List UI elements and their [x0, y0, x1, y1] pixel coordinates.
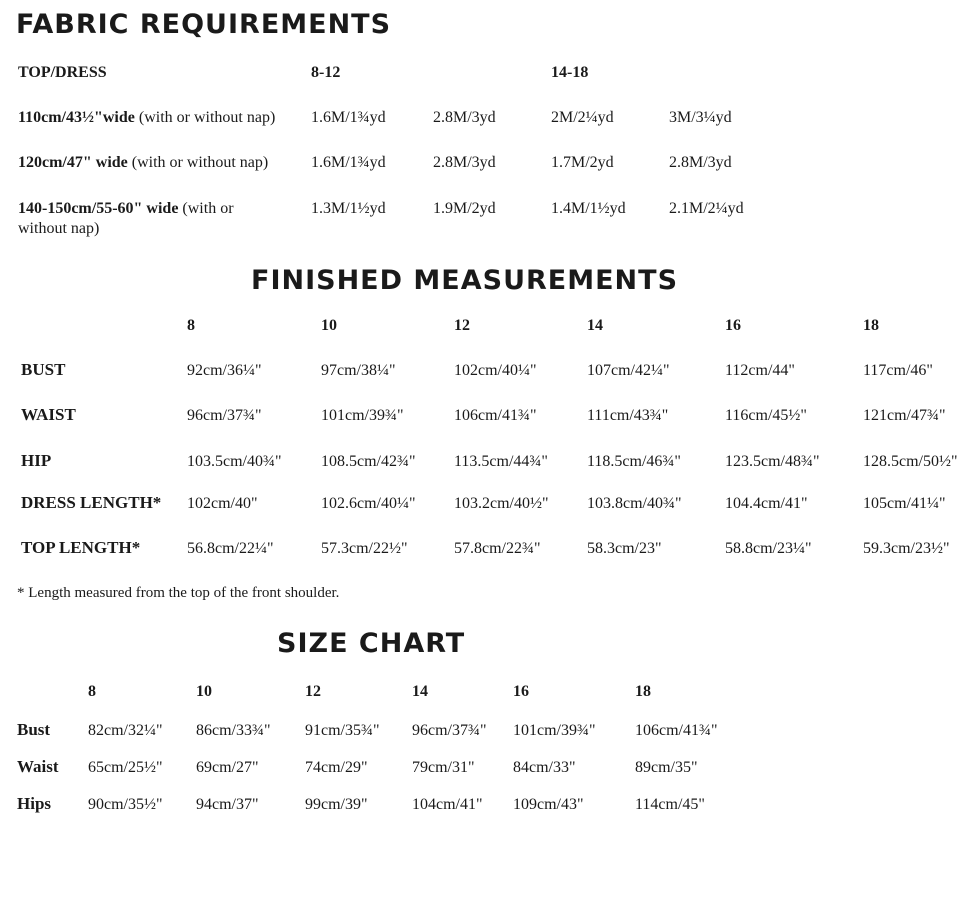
size-chart-cell: 86cm/33¾"	[196, 722, 271, 739]
finished-cell: 58.3cm/23"	[587, 540, 662, 557]
finished-row-label: TOP LENGTH*	[21, 538, 141, 557]
fabric-cell: 1.7M/2yd	[551, 154, 614, 171]
size-chart-cell: 74cm/29"	[305, 759, 368, 776]
finished-row-label: WAIST	[21, 405, 76, 424]
fabric-row-label: 140-150cm/55-60" wide (with or without nap)	[18, 200, 234, 237]
finished-size-header: 14	[587, 317, 603, 334]
fabric-row-label: 120cm/47" wide (with or without nap)	[18, 154, 269, 171]
finished-row-label: DRESS LENGTH*	[21, 493, 162, 512]
finished-cell: 113.5cm/44¾"	[454, 453, 548, 470]
fabric-cell: 2.8M/3yd	[433, 154, 496, 171]
size-chart-size-header: 10	[196, 683, 212, 700]
finished-cell: 101cm/39¾"	[321, 407, 404, 424]
finished-cell: 102.6cm/40¼"	[321, 495, 416, 512]
finished-row-label: HIP	[21, 451, 52, 470]
size-chart-heading: SIZE CHART	[277, 628, 466, 659]
finished-measurements-heading: FINISHED MEASUREMENTS	[251, 265, 679, 296]
fabric-header-size-14-18: 14-18	[551, 64, 589, 81]
size-chart-size-header: 12	[305, 683, 321, 700]
fabric-header-size-8-12: 8-12	[311, 64, 341, 81]
finished-cell: 123.5cm/48¾"	[725, 453, 820, 470]
finished-cell: 96cm/37¾"	[187, 407, 262, 424]
fabric-header-label: TOP/DRESS	[18, 64, 107, 81]
fabric-cell: 1.4M/1½yd	[551, 200, 626, 217]
finished-cell: 103.2cm/40½"	[454, 495, 549, 512]
finished-cell: 102cm/40"	[187, 495, 258, 512]
finished-row-label: BUST	[21, 360, 66, 379]
size-chart-size-header: 14	[412, 683, 428, 700]
finished-cell: 118.5cm/46¾"	[587, 453, 681, 470]
length-footnote: * Length measured from the top of the front shoulder.	[17, 585, 340, 601]
finished-cell: 107cm/42¼"	[587, 362, 670, 379]
finished-cell: 121cm/47¾"	[863, 407, 946, 424]
finished-size-header: 8	[187, 317, 195, 334]
finished-cell: 57.3cm/22½"	[321, 540, 408, 557]
finished-cell: 117cm/46"	[863, 362, 933, 379]
size-chart-cell: 89cm/35"	[635, 759, 698, 776]
finished-cell: 128.5cm/50½"	[863, 453, 958, 470]
finished-size-header: 12	[454, 317, 470, 334]
fabric-cell: 1.3M/1½yd	[311, 200, 386, 217]
finished-cell: 56.8cm/22¼"	[187, 540, 274, 557]
fabric-cell: 3M/3¼yd	[669, 109, 732, 126]
fabric-cell: 1.6M/1¾yd	[311, 154, 386, 171]
fabric-cell: 2.8M/3yd	[433, 109, 496, 126]
finished-cell: 92cm/36¼"	[187, 362, 262, 379]
finished-cell: 102cm/40¼"	[454, 362, 537, 379]
fabric-cell: 2.8M/3yd	[669, 154, 732, 171]
finished-cell: 104.4cm/41"	[725, 495, 808, 512]
fabric-cell: 2.1M/2¼yd	[669, 200, 744, 217]
size-chart-cell: 99cm/39"	[305, 796, 368, 813]
size-chart-cell: 106cm/41¾"	[635, 722, 718, 739]
fabric-requirements-heading: FABRIC REQUIREMENTS	[16, 9, 392, 40]
finished-cell: 103.8cm/40¾"	[587, 495, 682, 512]
finished-cell: 106cm/41¾"	[454, 407, 537, 424]
size-chart-size-header: 18	[635, 683, 651, 700]
size-chart-cell: 90cm/35½"	[88, 796, 163, 813]
finished-cell: 103.5cm/40¾"	[187, 453, 282, 470]
size-chart-cell: 114cm/45"	[635, 796, 705, 813]
size-chart-row-label: Bust	[17, 720, 51, 739]
size-chart-cell: 101cm/39¾"	[513, 722, 596, 739]
finished-cell: 116cm/45½"	[725, 407, 807, 424]
size-chart-cell: 65cm/25½"	[88, 759, 163, 776]
finished-size-header: 18	[863, 317, 879, 334]
fabric-cell: 1.6M/1¾yd	[311, 109, 386, 126]
size-chart-size-header: 8	[88, 683, 96, 700]
finished-cell: 112cm/44"	[725, 362, 795, 379]
finished-size-header: 16	[725, 317, 741, 334]
finished-size-header: 10	[321, 317, 337, 334]
size-chart-row-label: Waist	[17, 757, 59, 776]
fabric-cell: 2M/2¼yd	[551, 109, 614, 126]
finished-cell: 97cm/38¼"	[321, 362, 396, 379]
size-chart-cell: 69cm/27"	[196, 759, 259, 776]
size-chart-cell: 82cm/32¼"	[88, 722, 163, 739]
finished-cell: 108.5cm/42¾"	[321, 453, 416, 470]
size-chart-cell: 109cm/43"	[513, 796, 584, 813]
fabric-cell: 1.9M/2yd	[433, 200, 496, 217]
size-chart-size-header: 16	[513, 683, 529, 700]
size-chart-cell: 96cm/37¾"	[412, 722, 487, 739]
fabric-row-label: 110cm/43½"wide (with or without nap)	[18, 109, 276, 126]
size-chart-cell: 79cm/31"	[412, 759, 475, 776]
finished-cell: 111cm/43¾"	[587, 407, 669, 424]
finished-cell: 58.8cm/23¼"	[725, 540, 812, 557]
size-chart-cell: 94cm/37"	[196, 796, 259, 813]
size-chart-cell: 104cm/41"	[412, 796, 483, 813]
size-chart-cell: 91cm/35¾"	[305, 722, 380, 739]
finished-cell: 105cm/41¼"	[863, 495, 946, 512]
finished-cell: 57.8cm/22¾"	[454, 540, 541, 557]
size-chart-cell: 84cm/33"	[513, 759, 576, 776]
finished-cell: 59.3cm/23½"	[863, 540, 950, 557]
size-chart-row-label: Hips	[17, 794, 52, 813]
